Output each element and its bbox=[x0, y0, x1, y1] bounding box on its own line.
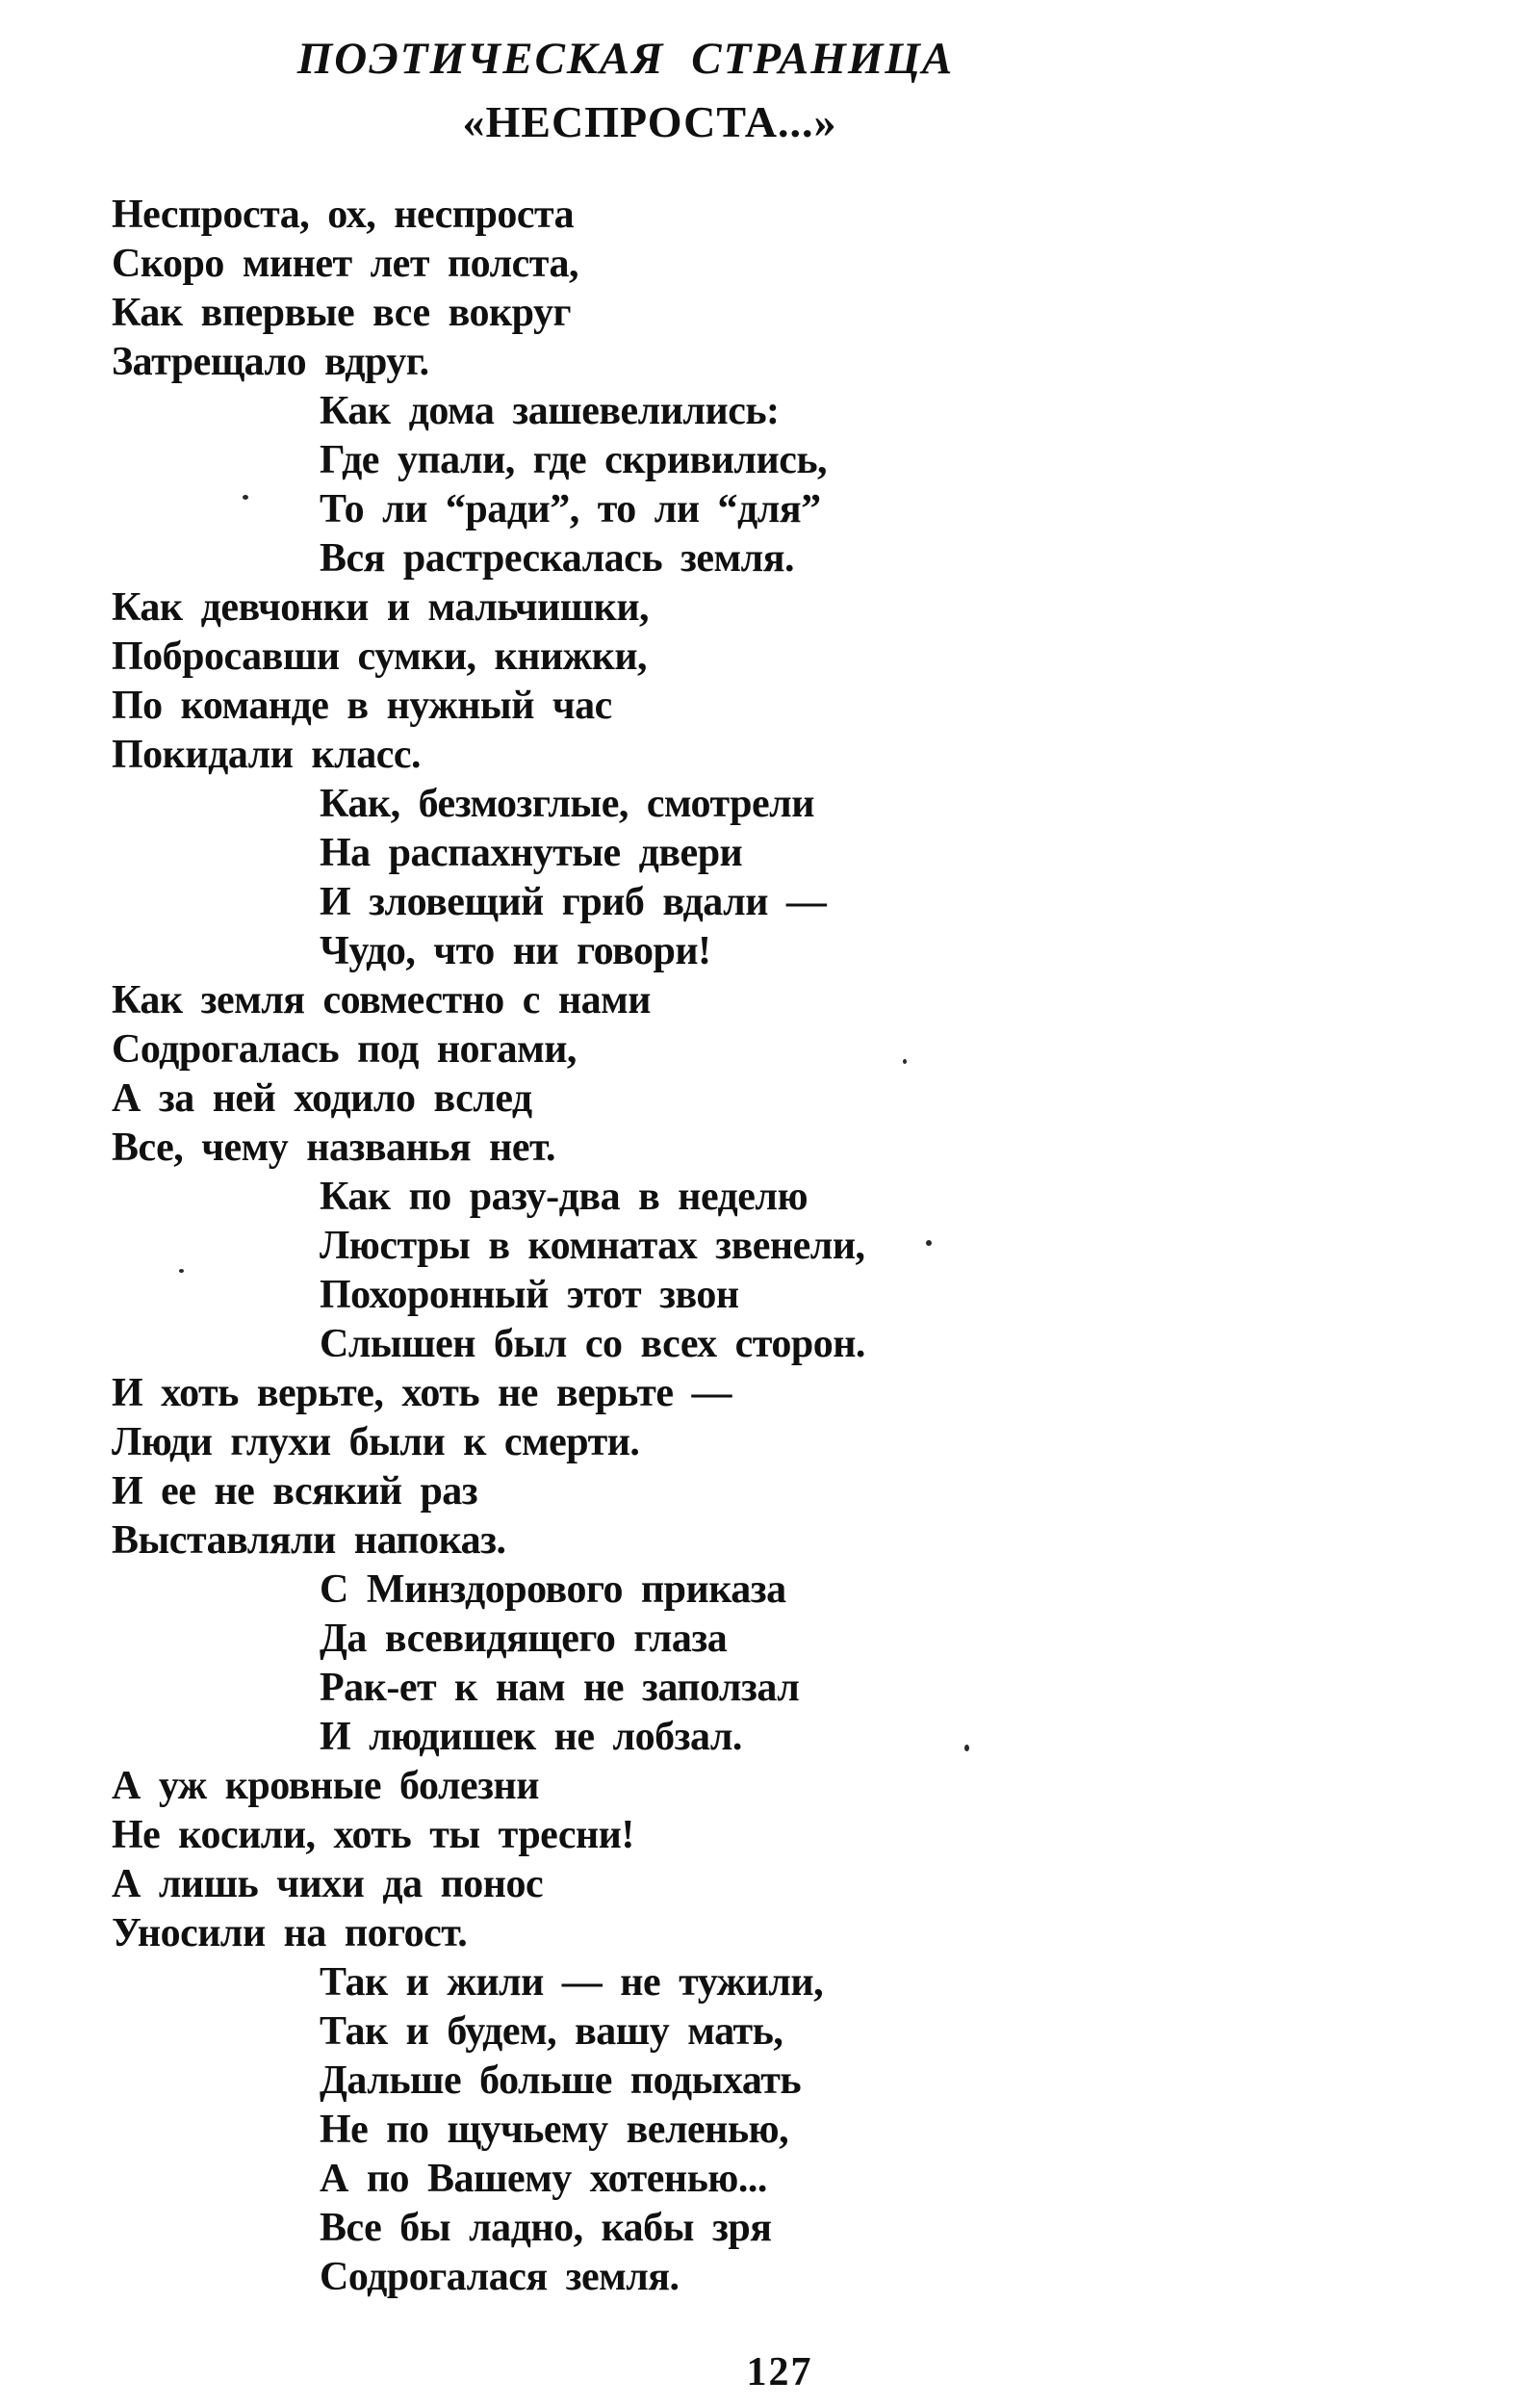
poem-line: Все бы ладно, кабы зря bbox=[320, 2206, 772, 2250]
poem-line: А лишь чихи да понос bbox=[112, 1862, 544, 1906]
poem-line: С Минздорового приказа bbox=[320, 1567, 786, 1612]
poem-line: То ли “ради”, то ли “для” bbox=[320, 487, 821, 531]
poem-line: Скоро минет лет полста, bbox=[112, 242, 578, 286]
poem-line: Как по разу-два в неделю bbox=[320, 1175, 808, 1219]
poem-line: Выставляли напоказ. bbox=[112, 1518, 506, 1563]
section-kicker: ПОЭТИЧЕСКАЯ СТРАНИЦА bbox=[296, 34, 955, 84]
poem-line: Покидали класс. bbox=[112, 733, 421, 777]
scan-speck bbox=[926, 1240, 932, 1246]
poem-line: А по Вашему хотенью... bbox=[320, 2157, 767, 2201]
poem-line: И хоть верьте, хоть не верьте — bbox=[112, 1371, 732, 1415]
poem-line: Люди глухи были к смерти. bbox=[112, 1420, 640, 1464]
scan-speck bbox=[903, 1059, 907, 1064]
poem-line: И ее не всякий раз bbox=[112, 1469, 478, 1514]
poem-line: Затрещало вдруг. bbox=[112, 340, 429, 384]
poem-line: Как земля совместно с нами bbox=[112, 978, 651, 1022]
poem-title: «НЕСПРОСТА...» bbox=[462, 97, 837, 146]
poem-line: Рак-ет к нам не заползал bbox=[320, 1666, 800, 1710]
poem-line: Содрогалася земля. bbox=[320, 2255, 680, 2299]
poem-line: Как впервые все вокруг bbox=[112, 291, 572, 335]
poem-line: Люстры в комнатах звенели, bbox=[320, 1224, 865, 1268]
poem-line: Как, безмозглые, смотрели bbox=[320, 782, 814, 826]
page-number: 127 bbox=[746, 2350, 813, 2394]
poem-line: И зловещий гриб вдали — bbox=[320, 880, 827, 924]
poem-line: А за ней ходило вслед bbox=[112, 1076, 532, 1121]
poem-line: Да всевидящего глаза bbox=[320, 1617, 728, 1661]
scan-speck bbox=[243, 495, 248, 500]
poem-line: Вся растрескалась земля. bbox=[320, 536, 794, 581]
poem-line: Побросавши сумки, книжки, bbox=[112, 634, 648, 679]
poem-line: А уж кровные болезни bbox=[112, 1764, 539, 1808]
poem-line: На распахнутые двери bbox=[320, 831, 743, 875]
scan-speck bbox=[179, 1269, 184, 1273]
poem-line: Не косили, хоть ты тресни! bbox=[112, 1813, 634, 1857]
poem bbox=[112, 191, 1170, 2302]
poem-line: Как девчонки и мальчишки, bbox=[112, 585, 650, 630]
poem-line: Похоронный этот звон bbox=[320, 1273, 739, 1317]
poem-line: Содрогалась под ногами, bbox=[112, 1027, 577, 1072]
poem-line: Уносили на погост. bbox=[112, 1911, 468, 1955]
poem-line: Чудо, что ни говори! bbox=[320, 929, 711, 973]
poem-line: И людишек не лобзал. bbox=[320, 1715, 742, 1759]
poem-line: Слышен был со всех сторон. bbox=[320, 1322, 865, 1366]
scan-speck bbox=[964, 1745, 969, 1751]
poem-line: Не по щучьему веленью, bbox=[320, 2108, 789, 2152]
poem-line: Где упали, где скривились, bbox=[320, 438, 828, 482]
poem-line: Неспроста, ох, неспроста bbox=[112, 193, 575, 237]
poem-line: Так и будем, вашу мать, bbox=[320, 2009, 783, 2054]
poem-line: Так и жили — не тужили, bbox=[320, 1960, 824, 2005]
poem-line: Как дома зашевелились: bbox=[320, 389, 780, 433]
poem-line: По команде в нужный час bbox=[112, 684, 612, 728]
poem-line: Дальше больше подыхать bbox=[320, 2058, 802, 2103]
poem-line: Все, чему названья нет. bbox=[112, 1126, 555, 1170]
